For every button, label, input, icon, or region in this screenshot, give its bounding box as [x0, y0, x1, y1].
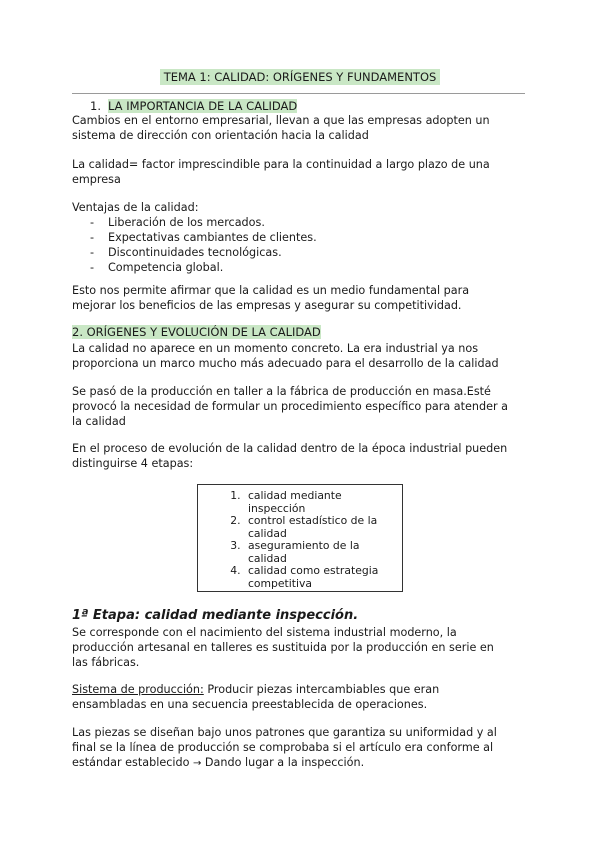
list-item: 4. calidad como estrategia competitiva [244, 565, 398, 590]
production-system-label: Sistema de producción: [72, 683, 204, 696]
section-1-heading: 1. LA IMPORTANCIA DE LA CALIDAD [90, 99, 298, 113]
stage-1-heading: 1ª Etapa: calidad mediante inspección. [72, 608, 359, 623]
section-2-paragraph-3: En el proceso de evolución de la calidad dentro de la época industrial pueden distinguirse 4 etapas: [72, 442, 508, 470]
section-2-paragraph-1: La calidad no aparece en un momento concreto. La era industrial ya nos proporciona un marco mucho más adecuado para el desarrollo de la calidad [72, 342, 499, 370]
stages-list [198, 485, 402, 590]
advantages-list-block [72, 200, 527, 275]
right-arrow-icon: → [192, 758, 202, 769]
list-item: 1. calidad mediante inspección [244, 490, 398, 515]
section-2-heading: 2. ORÍGENES Y EVOLUCIÓN DE LA CALIDAD [72, 325, 321, 339]
list-item: 2. control estadístico de la calidad [244, 515, 398, 540]
advantages-list [72, 215, 527, 275]
list-item: 3. aseguramiento de la calidad [244, 540, 398, 565]
section-1-paragraph-2: La calidad= factor imprescindible para la continuidad a largo plazo de una empresa [72, 158, 490, 186]
document-title: TEMA 1: CALIDAD: ORÍGENES Y FUNDAMENTOS [0, 70, 600, 84]
list-item: - Liberación de los mercados. [90, 215, 527, 230]
stage-1-paragraph-2: Sistema de producción: Producir piezas intercambiables que eran ensambladas en una secuencia preestablecida de operaciones. [72, 683, 440, 711]
list-item: - Competencia global. [90, 260, 527, 275]
stage-1-paragraph-3: Las piezas se diseñan bajo unos patrones que garantiza su uniformidad y al final se la línea de producción se comprobaba si el artículo era conforme al estándar establecido → Dando lugar a la inspección. [72, 726, 497, 769]
advantages-intro: Ventajas de la calidad: [72, 201, 199, 214]
section-1-paragraph-3: Esto nos permite afirmar que la calidad es un medio fundamental para mejorar los beneficios de las empresas y asegurar su competitividad. [72, 284, 470, 312]
stages-box [197, 484, 403, 592]
stage-1-paragraph-1: Se corresponde con el nacimiento del sistema industrial moderno, la producción artesanal en talleres es sustituida por la producción en serie en las fábricas. [72, 626, 494, 669]
section-2-paragraph-2: Se pasó de la producción en taller a la fábrica de producción en masa.Esté provocó la necesidad de formular un procedimiento específico para atender a la calidad [72, 385, 509, 428]
list-item: - Discontinuidades tecnológicas. [90, 245, 527, 260]
section-1-paragraph-1: Cambios en el entorno empresarial, llevan a que las empresas adopten un sistema de dirección con orientación hacia la calidad [72, 114, 490, 142]
list-item: - Expectativas cambiantes de clientes. [90, 230, 527, 245]
title-divider [72, 93, 525, 94]
